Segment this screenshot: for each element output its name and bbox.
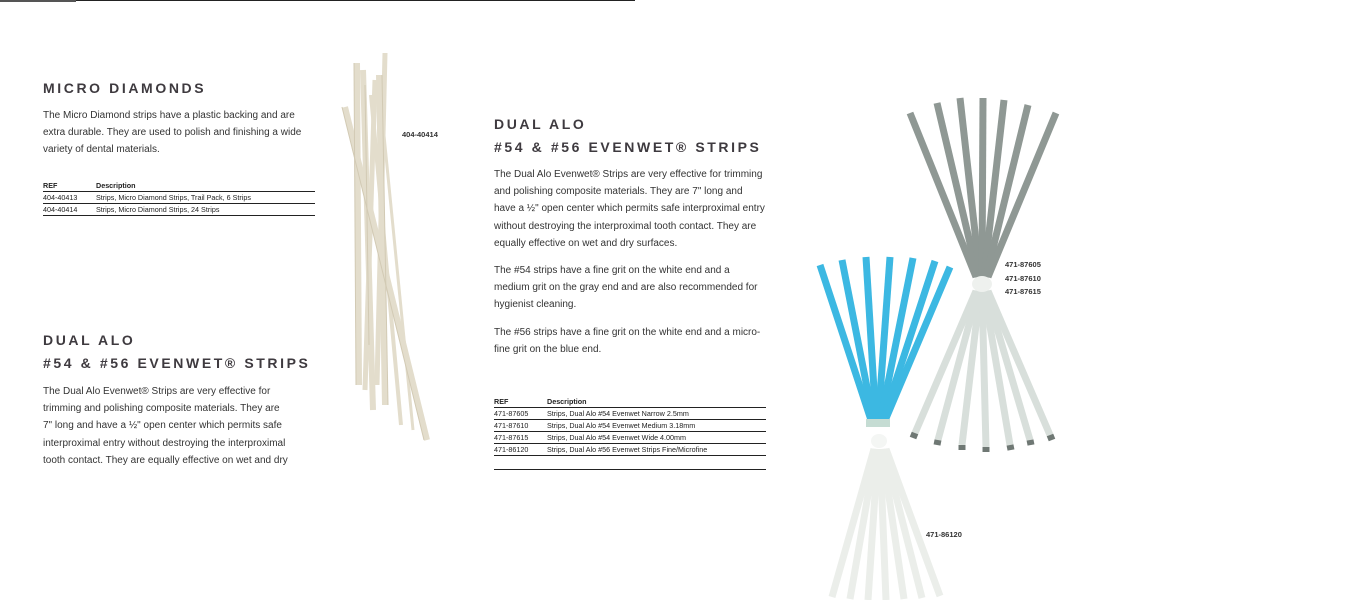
gray-strip-label: 471-87615 xyxy=(1005,287,1041,296)
dual-alo-left-title: DUAL ALO xyxy=(43,332,136,348)
ref-cell: 471-87605 xyxy=(494,408,547,420)
description-line: The Dual Alo Evenwet® Strips are very effective for xyxy=(43,386,271,397)
blue-strip-ends xyxy=(820,257,950,423)
top-rule xyxy=(0,0,635,1)
ref-cell: 404-40414 xyxy=(43,204,96,216)
dual-alo-left-subtitle: #54 & #56 EVENWET® STRIPS xyxy=(43,355,311,371)
description-paragraph: The #56 strips have a fine grit on the white end and a micro-fine grit on the blue end. xyxy=(494,326,761,355)
dual-alo-right-title: DUAL ALO xyxy=(494,116,587,132)
blue-strip-label: 471-86120 xyxy=(926,530,962,539)
ref-cell: 471-87610 xyxy=(494,420,547,432)
micro-diamonds-title: MICRO DIAMONDS xyxy=(43,80,207,96)
description-cell: Strips, Micro Diamond Strips, Trail Pack, 6 Strips xyxy=(96,192,315,204)
table-row xyxy=(43,204,315,216)
table-row xyxy=(43,192,315,204)
description-line: 7" long and have a ½" open center which permits safe xyxy=(43,420,282,432)
description-paragraph: The #54 strips have a fine grit on the white end and a medium grit on the gray end and are also recommended for hygienist cleaning. xyxy=(494,265,758,311)
ref-cell: 471-86120 xyxy=(494,444,547,456)
strip-center-gap xyxy=(871,434,887,448)
description-line: interproximal entry without destroying the interproximal xyxy=(43,437,286,449)
white-strip-ends xyxy=(832,449,940,600)
ref-header: REF xyxy=(494,397,547,408)
ref-cell: 471-87615 xyxy=(494,432,547,444)
description-cell: Strips, Dual Alo #54 Evenwet Wide 4.00mm xyxy=(547,432,766,444)
micro-diamonds-description xyxy=(43,107,313,159)
table-row xyxy=(494,444,766,456)
dual-alo-left-description xyxy=(43,383,323,469)
description-cell: Strips, Dual Alo #54 Evenwet Narrow 2.5mm xyxy=(547,408,766,420)
blue-white-strips-image xyxy=(810,255,960,600)
ref-cell: 404-40413 xyxy=(43,192,96,204)
gray-strip-label: 471-87610 xyxy=(1005,273,1041,283)
micro-diamonds-paragraph: The Micro Diamond strips have a plastic backing and are extra durable. They are used to polish and finishing a wide variety of dental materials. xyxy=(43,110,302,156)
ref-header: REF xyxy=(43,181,96,192)
dual-alo-right-description xyxy=(494,166,766,358)
table-row xyxy=(494,420,766,432)
description-header: Description xyxy=(96,181,315,192)
gray-strip-labels xyxy=(1005,258,1041,299)
table-row xyxy=(494,408,766,420)
table-row xyxy=(494,432,766,444)
micro-diamonds-ref-table xyxy=(43,181,315,216)
description-line: trimming and polishing composite materials. They are xyxy=(43,403,280,415)
description-header: Description xyxy=(547,397,766,408)
micro-diamond-image-label: 404-40414 xyxy=(402,130,438,139)
table-end-rule xyxy=(494,469,766,470)
dual-alo-right-subtitle: #54 & #56 EVENWET® STRIPS xyxy=(494,139,762,155)
description-cell: Strips, Micro Diamond Strips, 24 Strips xyxy=(96,204,315,216)
gray-strip-ends xyxy=(910,98,1056,277)
dual-alo-ref-table xyxy=(494,397,766,456)
description-cell: Strips, Dual Alo #56 Evenwet Strips Fine/Microfine xyxy=(547,444,766,456)
description-paragraph: The Dual Alo Evenwet® Strips are very effective for trimming and polishing composite materials. They are 7" long and have a ½" open center which permits safe interproximal entry without destroying the interproximal tooth contact. They are equally effective on wet and dry surfaces. xyxy=(494,169,765,249)
gray-strip-label: 471-87605 xyxy=(1005,260,1041,269)
strip-center-gap xyxy=(972,276,992,292)
description-line: tooth contact. They are equally effective on wet and dry xyxy=(43,454,288,466)
top-rule-mark xyxy=(0,0,76,2)
strip-bundle xyxy=(345,53,427,440)
description-cell: Strips, Dual Alo #54 Evenwet Medium 3.18mm xyxy=(547,420,766,432)
micro-diamond-strips-image xyxy=(335,45,445,450)
